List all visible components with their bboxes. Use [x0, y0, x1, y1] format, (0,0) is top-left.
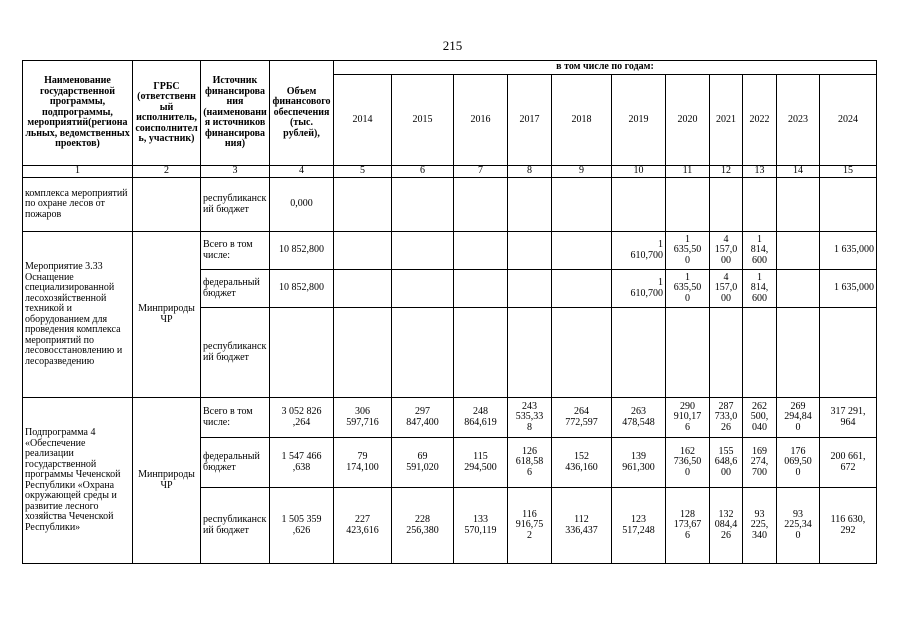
- year-cell: [820, 178, 877, 232]
- header-source: Источник финансирования (наименования источников финансирования): [201, 61, 270, 166]
- total-cell: 0,000: [270, 178, 334, 232]
- col-number: 1: [23, 166, 133, 178]
- year-cell: [454, 178, 508, 232]
- year-cell: [612, 308, 666, 398]
- subprogram-name-cell: Подпрограмма 4 «Обеспечение реализации государственной программы Чеченской Республики «Охрана окружающей среды и развитие лесного хозяйства Чеченской Республики»: [23, 398, 133, 564]
- header-name: Наименование государственной программы, подпрограммы, мероприятий(региональных, ведомственных проектов): [23, 61, 133, 166]
- year-cell: [666, 178, 710, 232]
- year-cell: 128 173,67 6: [666, 488, 710, 564]
- year-cell: 228 256,380: [392, 488, 454, 564]
- year-cell: 290 910,17 6: [666, 398, 710, 438]
- year-cell: [777, 178, 820, 232]
- year-cell: 112 336,437: [552, 488, 612, 564]
- year-cell: 1 635,50 0: [666, 232, 710, 270]
- year-cell: 262 500, 040: [743, 398, 777, 438]
- page-number: 215: [442, 38, 463, 53]
- col-number: 7: [454, 166, 508, 178]
- total-cell: 10 852,800: [270, 270, 334, 308]
- year-cell: [508, 308, 552, 398]
- year-cell: 4 157,0 00: [710, 232, 743, 270]
- grbs-cell: Минприроды ЧР: [133, 398, 201, 564]
- year-cell: [392, 178, 454, 232]
- col-number: 6: [392, 166, 454, 178]
- source-cell: Всего в том числе:: [201, 232, 270, 270]
- col-number: 13: [743, 166, 777, 178]
- year-cell: [777, 232, 820, 270]
- header-year: 2020: [666, 75, 710, 166]
- year-cell: [392, 308, 454, 398]
- year-cell: [552, 308, 612, 398]
- year-cell: 79 174,100: [334, 438, 392, 488]
- col-number: 9: [552, 166, 612, 178]
- header-year: 2023: [777, 75, 820, 166]
- col-number: 15: [820, 166, 877, 178]
- year-cell: 93 225,34 0: [777, 488, 820, 564]
- total-cell: 1 547 466 ,638: [270, 438, 334, 488]
- year-cell: 132 084,4 26: [710, 488, 743, 564]
- year-cell: 297 847,400: [392, 398, 454, 438]
- year-cell: [777, 270, 820, 308]
- year-cell: 115 294,500: [454, 438, 508, 488]
- year-cell: 269 294,84 0: [777, 398, 820, 438]
- year-cell: 1 610,700: [612, 232, 666, 270]
- year-cell: [777, 308, 820, 398]
- year-cell: 263 478,548: [612, 398, 666, 438]
- total-cell: 3 052 826 ,264: [270, 398, 334, 438]
- grbs-cell: [133, 178, 201, 232]
- year-cell: 227 423,616: [334, 488, 392, 564]
- year-cell: [334, 270, 392, 308]
- source-cell: республиканский бюджет: [201, 488, 270, 564]
- year-cell: 116 630, 292: [820, 488, 877, 564]
- header-year: 2022: [743, 75, 777, 166]
- year-cell: 200 661, 672: [820, 438, 877, 488]
- grbs-cell: Минприроды ЧР: [133, 232, 201, 398]
- year-cell: 248 864,619: [454, 398, 508, 438]
- year-cell: [508, 232, 552, 270]
- year-cell: [612, 178, 666, 232]
- table-row: [23, 232, 877, 270]
- year-cell: [508, 178, 552, 232]
- year-cell: 169 274, 700: [743, 438, 777, 488]
- col-number: 5: [334, 166, 392, 178]
- header-year: 2017: [508, 75, 552, 166]
- year-cell: 264 772,597: [552, 398, 612, 438]
- year-cell: 1 635,000: [820, 270, 877, 308]
- year-cell: [334, 178, 392, 232]
- year-cell: 139 961,300: [612, 438, 666, 488]
- year-cell: 306 597,716: [334, 398, 392, 438]
- header-year: 2021: [710, 75, 743, 166]
- source-cell: Всего в том числе:: [201, 398, 270, 438]
- year-cell: 1 814, 600: [743, 232, 777, 270]
- year-cell: [508, 270, 552, 308]
- header-year: 2015: [392, 75, 454, 166]
- year-cell: [552, 232, 612, 270]
- year-cell: 69 591,020: [392, 438, 454, 488]
- year-cell: [454, 232, 508, 270]
- col-number: 4: [270, 166, 334, 178]
- program-name-cell: комплекса мероприятий по охране лесов от пожаров: [23, 178, 133, 232]
- year-cell: 1 635,50 0: [666, 270, 710, 308]
- header-year: 2014: [334, 75, 392, 166]
- source-cell: федеральный бюджет: [201, 270, 270, 308]
- year-cell: 126 618,58 6: [508, 438, 552, 488]
- total-cell: [270, 308, 334, 398]
- col-number: 8: [508, 166, 552, 178]
- year-cell: 1 814, 600: [743, 270, 777, 308]
- year-cell: [334, 232, 392, 270]
- col-number: 2: [133, 166, 201, 178]
- year-cell: 1 610,700: [612, 270, 666, 308]
- header-by-years: в том числе по годам:: [334, 61, 877, 75]
- header-volume: Объем финансового обеспечения (тыс. рублей),: [270, 61, 334, 166]
- year-cell: [743, 308, 777, 398]
- total-cell: 10 852,800: [270, 232, 334, 270]
- year-cell: [820, 308, 877, 398]
- year-cell: 116 916,75 2: [508, 488, 552, 564]
- col-number: 14: [777, 166, 820, 178]
- source-cell: федеральный бюджет: [201, 438, 270, 488]
- header-grbs: ГРБС (ответственный исполнитель, соисполнитель, участник): [133, 61, 201, 166]
- year-cell: [454, 270, 508, 308]
- year-cell: 287 733,0 26: [710, 398, 743, 438]
- financing-table: [22, 60, 877, 564]
- year-cell: [710, 308, 743, 398]
- measure-name-cell: Мероприятие 3.33 Оснащение специализированной лесохозяйственной техникой и оборудованием для проведения комплекса мероприятий по лесовосстановлению и лесоразведению: [23, 232, 133, 398]
- header-year: 2024: [820, 75, 877, 166]
- table-row: [23, 398, 877, 438]
- year-cell: 4 157,0 00: [710, 270, 743, 308]
- table-row: [23, 178, 877, 232]
- year-cell: 133 570,119: [454, 488, 508, 564]
- col-number: 3: [201, 166, 270, 178]
- source-cell: республиканский бюджет: [201, 178, 270, 232]
- year-cell: [710, 178, 743, 232]
- header-year: 2019: [612, 75, 666, 166]
- year-cell: [743, 178, 777, 232]
- year-cell: 155 648,6 00: [710, 438, 743, 488]
- year-cell: 162 736,50 0: [666, 438, 710, 488]
- year-cell: 93 225, 340: [743, 488, 777, 564]
- year-cell: [334, 308, 392, 398]
- header-year: 2016: [454, 75, 508, 166]
- year-cell: 1 635,000: [820, 232, 877, 270]
- year-cell: [392, 232, 454, 270]
- year-cell: 317 291, 964: [820, 398, 877, 438]
- year-cell: 123 517,248: [612, 488, 666, 564]
- year-cell: [552, 178, 612, 232]
- year-cell: [454, 308, 508, 398]
- year-cell: [392, 270, 454, 308]
- col-number: 10: [612, 166, 666, 178]
- total-cell: 1 505 359 ,626: [270, 488, 334, 564]
- year-cell: 243 535,33 8: [508, 398, 552, 438]
- header-year: 2018: [552, 75, 612, 166]
- year-cell: [552, 270, 612, 308]
- year-cell: [666, 308, 710, 398]
- source-cell: республиканский бюджет: [201, 308, 270, 398]
- col-number: 12: [710, 166, 743, 178]
- column-numbers-row: [23, 166, 877, 178]
- col-number: 11: [666, 166, 710, 178]
- year-cell: 176 069,50 0: [777, 438, 820, 488]
- header-row-1: [23, 61, 877, 75]
- year-cell: 152 436,160: [552, 438, 612, 488]
